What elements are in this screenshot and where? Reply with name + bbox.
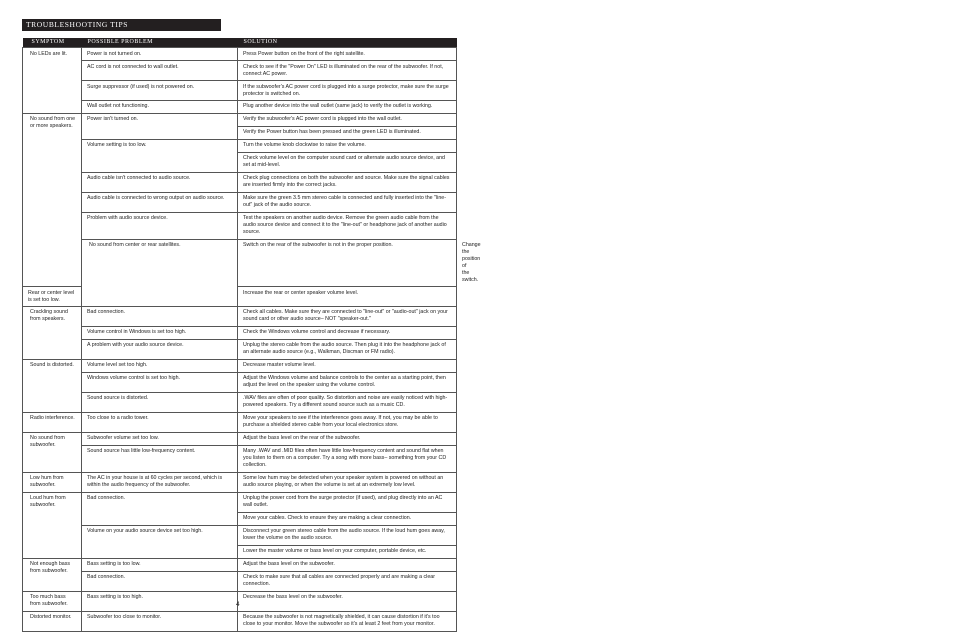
solution-cell: Move your speakers to see if the interference goes away. If not, you may be able to purchase a shielded stereo cable from your local electronics store. bbox=[238, 412, 457, 432]
problem-cell: Problem with audio source device. bbox=[82, 212, 238, 239]
table-row bbox=[23, 192, 457, 212]
symptom-cell: Loud hum from subwoofer. bbox=[23, 492, 82, 558]
solution-cell: Increase the rear or center speaker volume level. bbox=[238, 287, 457, 307]
table-row bbox=[23, 100, 457, 113]
solution-cell: Verify the Power button has been pressed and the green LED is illuminated. bbox=[238, 126, 457, 139]
problem-cell: Volume on your audio source device set too high. bbox=[82, 525, 238, 558]
problem-cell: A problem with your audio source device. bbox=[82, 339, 238, 359]
problem-cell: Switch on the rear of the subwoofer is not in the proper position. bbox=[238, 239, 457, 287]
solution-cell: Check to make sure that all cables are connected properly and are making a clear connection. bbox=[238, 571, 457, 591]
table-row bbox=[23, 339, 457, 359]
solution-cell: Check to see if the "Power On" LED is illuminated on the rear of the subwoofer. If not, connect AC power. bbox=[238, 61, 457, 81]
solution-cell: Lower the master volume or bass level on your computer, portable device, etc. bbox=[238, 545, 457, 558]
table-row bbox=[23, 445, 457, 472]
solution-cell: Adjust the Windows volume and balance controls to the center as a starting point, then adjust the level on the speaker using the volume control. bbox=[238, 372, 457, 392]
problem-cell: The AC in your house is at 60 cycles per second, which is within the audio frequency of the subwoofer. bbox=[82, 472, 238, 492]
problem-cell: Subwoofer too close to monitor. bbox=[82, 611, 238, 631]
symptom-cell: No LEDs are lit. bbox=[23, 48, 82, 114]
solution-cell: Check plug connections on both the subwoofer and source. Make sure the signal cables are inserted firmly into the correct jacks. bbox=[238, 172, 457, 192]
solution-cell: Check all cables. Make sure they are connected to "line-out" or "audio-out" jack on your sound card or other audio source– NOT "speaker-out." bbox=[238, 306, 457, 326]
solution-cell: Some low hum may be detected when your speaker system is powered on without an audio source playing, or when the volume is set at an extremely low level. bbox=[238, 472, 457, 492]
problem-cell: Subwoofer volume set too low. bbox=[82, 432, 238, 445]
problem-cell: Sound source has little low-frequency content. bbox=[82, 445, 238, 472]
table-row bbox=[23, 472, 457, 492]
table-row bbox=[23, 611, 457, 631]
table-row bbox=[23, 492, 457, 512]
solution-cell: Unplug the power cord from the surge protector (if used), and plug directly into an AC wall outlet. bbox=[238, 492, 457, 512]
problem-cell: Wall outlet not functioning. bbox=[82, 100, 238, 113]
solution-cell: .WAV files are often of poor quality. So distortion and noise are easily noticed with high-powered speakers. Try a different sound source such as a music CD. bbox=[238, 392, 457, 412]
problem-cell: Audio cable is connected to wrong output on audio source. bbox=[82, 192, 238, 212]
table-row bbox=[23, 525, 457, 545]
table-header-row bbox=[23, 38, 457, 48]
header-symptom: SYMPTOM bbox=[23, 38, 82, 48]
table-row bbox=[23, 359, 457, 372]
solution-cell: Check volume level on the computer sound card or alternate audio source device, and set at mid-level. bbox=[238, 152, 457, 172]
solution-cell: Plug another device into the wall outlet (same jack) to verify the outlet is working. bbox=[238, 100, 457, 113]
problem-cell: Too close to a radio tower. bbox=[82, 412, 238, 432]
solution-cell: Move your cables. Check to ensure they are making a clear connection. bbox=[238, 512, 457, 525]
header-solution: SOLUTION bbox=[238, 38, 457, 48]
table-row bbox=[23, 113, 457, 126]
table-row bbox=[23, 81, 457, 101]
problem-cell: Rear or center level is set too low. bbox=[23, 287, 82, 307]
symptom-cell: Sound is distorted. bbox=[23, 359, 82, 412]
table-row bbox=[23, 326, 457, 339]
symptom-cell: Low hum from subwoofer. bbox=[23, 472, 82, 492]
solution-cell: Check the Windows volume control and decrease if necessary. bbox=[238, 326, 457, 339]
table-row bbox=[23, 61, 457, 81]
problem-cell: Bass setting is too high. bbox=[82, 591, 238, 611]
table-row bbox=[23, 372, 457, 392]
solution-cell: Decrease the bass level on the subwoofer. bbox=[238, 591, 457, 611]
table-row bbox=[23, 432, 457, 445]
solution-cell: Verify the subwoofer's AC power cord is plugged into the wall outlet. bbox=[238, 113, 457, 126]
problem-cell: Surge suppressor (if used) is not powered on. bbox=[82, 81, 238, 101]
table-row bbox=[23, 571, 457, 591]
symptom-cell: No sound from one or more speakers. bbox=[23, 113, 82, 287]
solution-cell: Turn the volume knob clockwise to raise the volume. bbox=[238, 139, 457, 152]
header-problem: POSSIBLE PROBLEM bbox=[82, 38, 238, 48]
problem-cell: Bass setting is too low. bbox=[82, 558, 238, 571]
symptom-cell: Distorted monitor. bbox=[23, 611, 82, 631]
problem-cell: Audio cable isn't connected to audio source. bbox=[82, 172, 238, 192]
symptom-cell: Crackling sound from speakers. bbox=[23, 306, 82, 359]
solution-cell: Unplug the stereo cable from the audio source. Then plug it into the headphone jack of an alternate audio source (e.g., Walkman, Discman or FM radio). bbox=[238, 339, 457, 359]
solution-cell: Press Power button on the front of the right satellite. bbox=[238, 48, 457, 61]
table-row bbox=[23, 212, 457, 239]
problem-cell: Volume control in Windows is set too high. bbox=[82, 326, 238, 339]
problem-cell: Bad connection. bbox=[82, 306, 238, 326]
problem-cell: Volume level set too high. bbox=[82, 359, 238, 372]
table-row bbox=[23, 139, 457, 152]
solution-cell: If the subwoofer's AC power cord is plugged into a surge protector, make sure the surge protector is switched on. bbox=[238, 81, 457, 101]
troubleshooting-table bbox=[22, 38, 481, 632]
problem-cell: Sound source is distorted. bbox=[82, 392, 238, 412]
table-row bbox=[23, 392, 457, 412]
problem-cell: Power isn't turned on. bbox=[82, 113, 238, 139]
solution-cell: Disconnect your green stereo cable from the audio source. If the loud hum goes away, lower the volume on the audio source. bbox=[238, 525, 457, 545]
table-row bbox=[23, 48, 457, 61]
symptom-cell: No sound from center or rear satellites. bbox=[82, 239, 238, 306]
symptom-cell: Radio interference. bbox=[23, 412, 82, 432]
solution-cell: Many .WAV and .MID files often have little low-frequency content and sound flat when you listen to them on a computer. Try a song with more bass– something from your CD collection. bbox=[238, 445, 457, 472]
solution-cell: Make sure the green 3.5 mm stereo cable is connected and fully inserted into the "line-out" jack of the audio source. bbox=[238, 192, 457, 212]
table-row: No sound from center or rear satellites. Switch on the rear of the subwoofer is not in the proper position. Change the position of the switch. bbox=[23, 239, 457, 287]
problem-cell: Bad connection. bbox=[82, 571, 238, 591]
solution-cell: Because the subwoofer is not magnetically shielded, it can cause distortion if it's too close to your monitor. Move the subwoofer so it's at least 2 feet from your monitor. bbox=[238, 611, 457, 631]
table-row bbox=[23, 172, 457, 192]
problem-cell: AC cord is not connected to wall outlet. bbox=[82, 61, 238, 81]
page-number: 4 bbox=[236, 601, 240, 608]
symptom-cell: Too much bass from subwoofer. bbox=[23, 591, 82, 611]
problem-cell: Bad connection. bbox=[82, 492, 238, 525]
problem-cell: Windows volume control is set too high. bbox=[82, 372, 238, 392]
section-title: TROUBLESHOOTING TIPS bbox=[22, 19, 221, 31]
solution-cell: Adjust the bass level on the rear of the subwoofer. bbox=[238, 432, 457, 445]
problem-cell: Volume setting is too low. bbox=[82, 139, 238, 172]
table-row bbox=[23, 306, 457, 326]
solution-cell: Test the speakers on another audio device. Remove the green audio cable from the audio source device and connect it to the "line-out" or headphone jack of another audio source. bbox=[238, 212, 457, 239]
table-row bbox=[23, 558, 457, 571]
solution-cell: Decrease master volume level. bbox=[238, 359, 457, 372]
table-row bbox=[23, 412, 457, 432]
symptom-cell: No sound from subwoofer. bbox=[23, 432, 82, 472]
solution-cell: Adjust the bass level on the subwoofer. bbox=[238, 558, 457, 571]
symptom-cell: Not enough bass from subwoofer. bbox=[23, 558, 82, 591]
problem-cell: Power is not turned on. bbox=[82, 48, 238, 61]
